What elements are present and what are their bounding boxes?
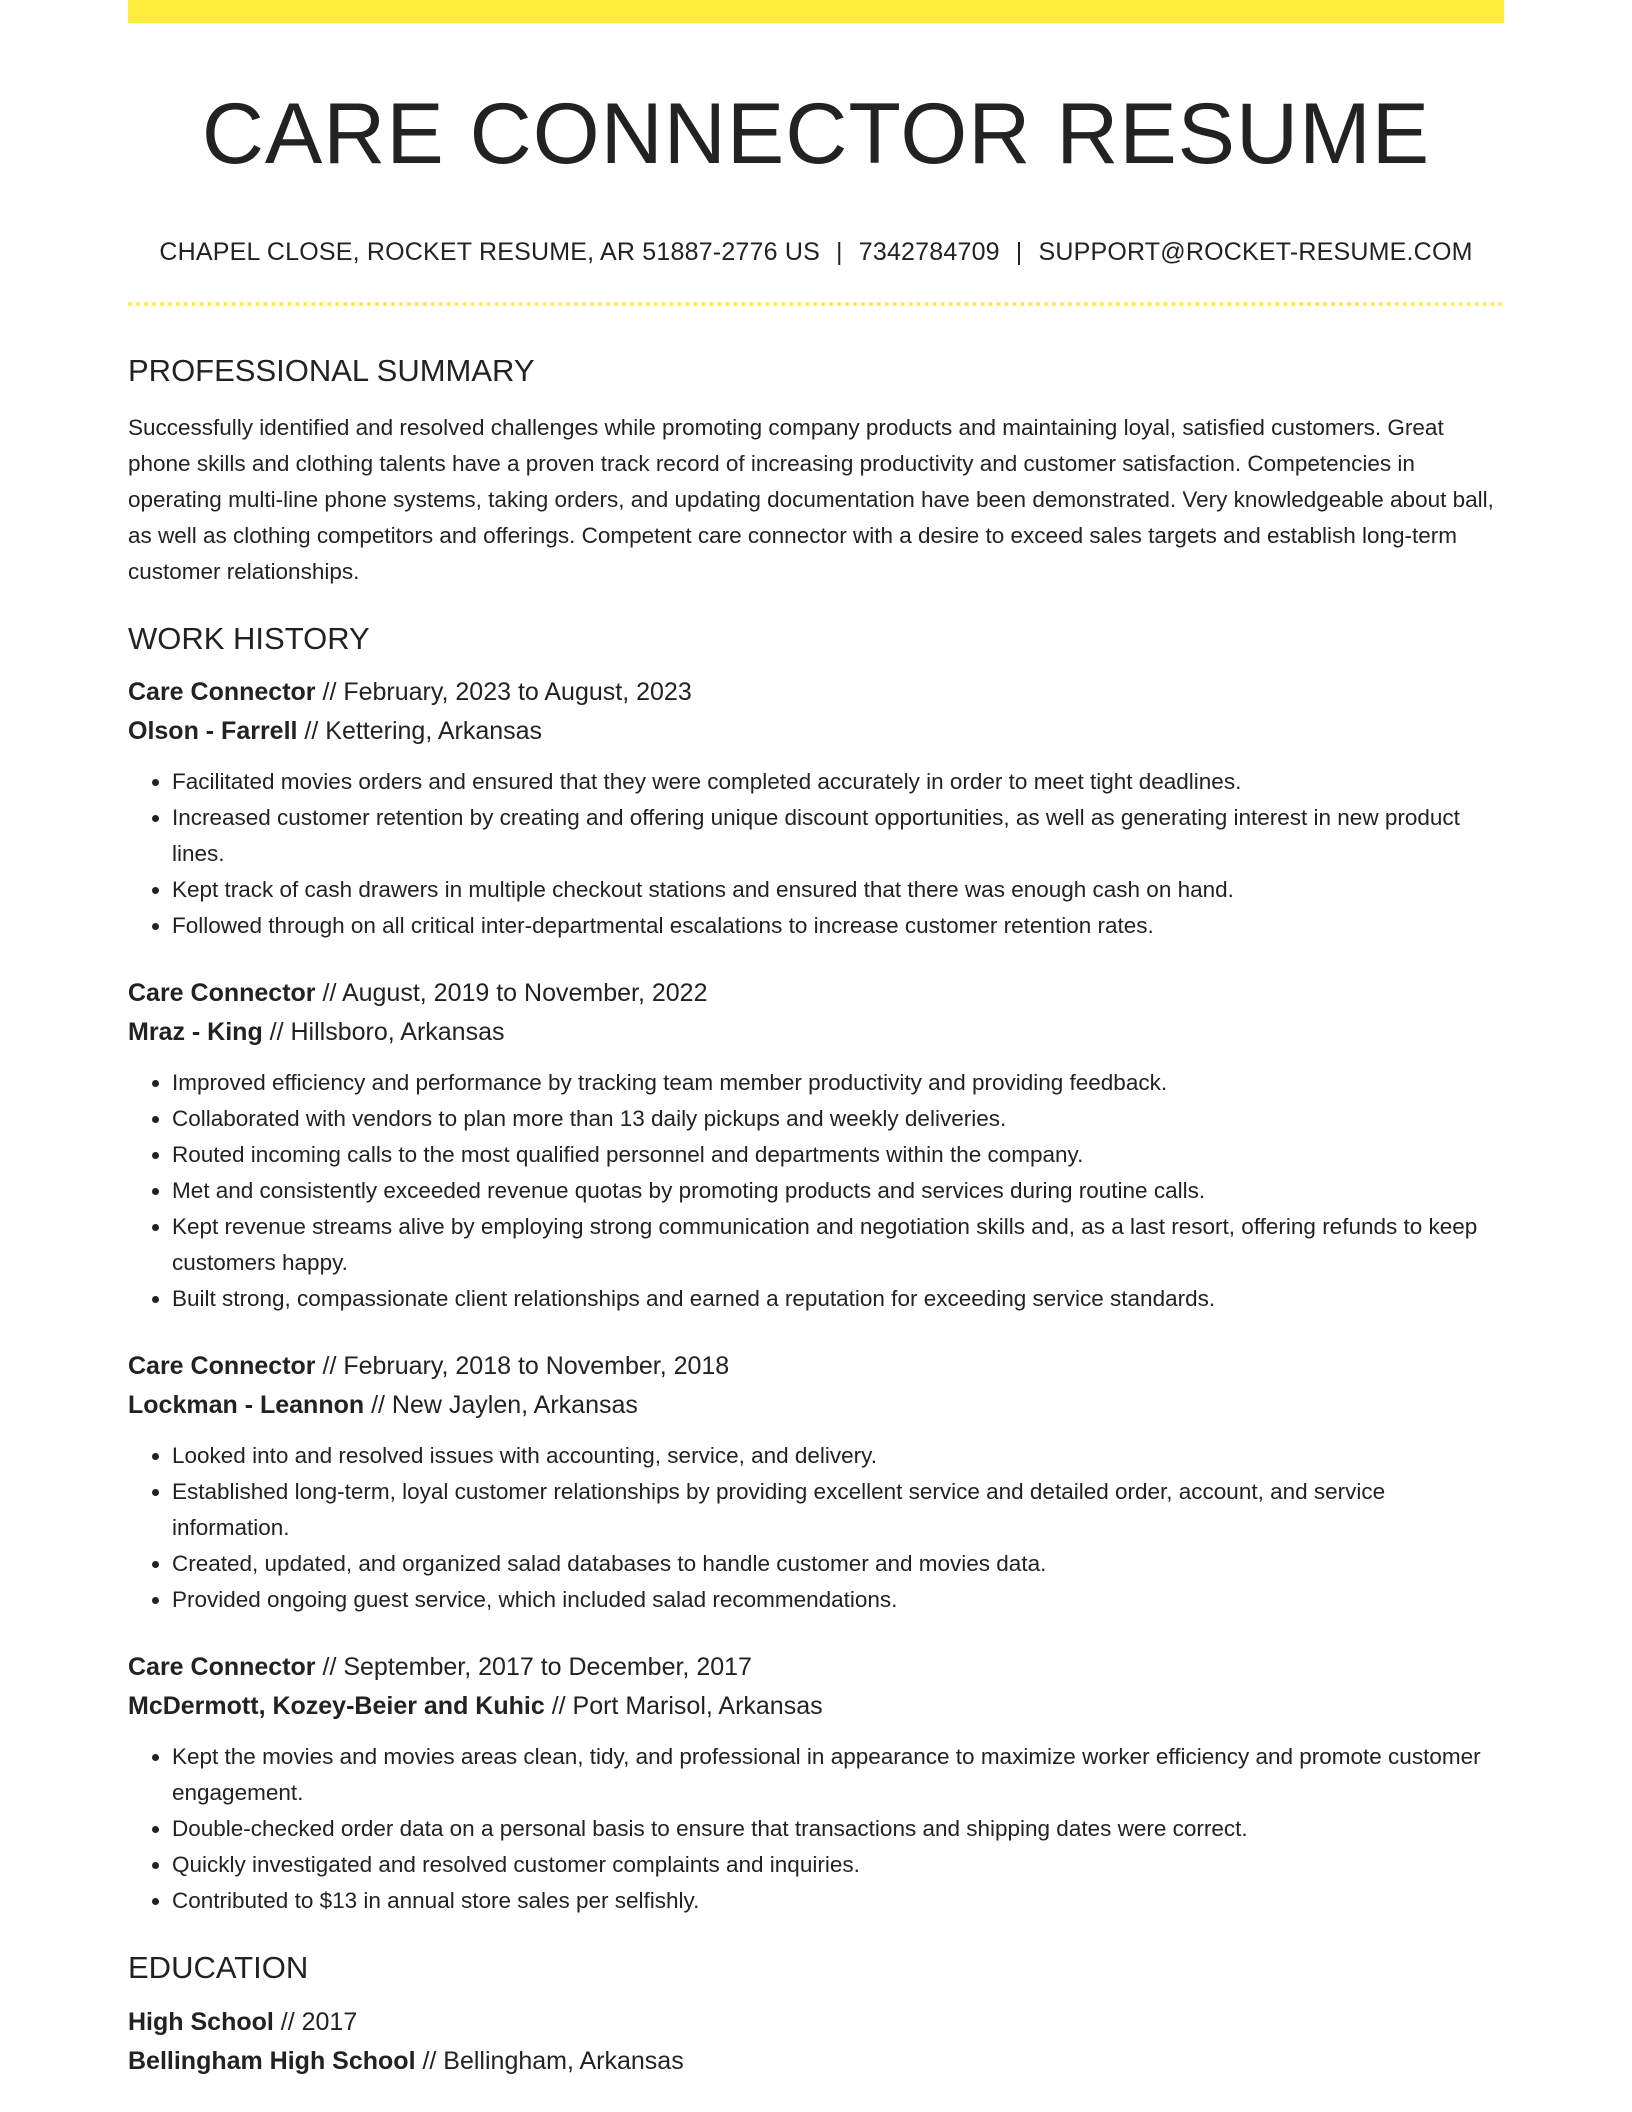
- work-history-heading: WORK HISTORY: [128, 621, 370, 657]
- job-company-line: [128, 712, 1504, 751]
- job-bullets: [128, 1739, 1504, 1919]
- dotted-divider: [128, 302, 1504, 306]
- job-title-line: [128, 673, 1504, 712]
- job-dates: // August, 2019 to November, 2022: [315, 979, 708, 1008]
- job-bullet: • Routed incoming calls to the most qualified personnel and departments within the company.: [172, 1137, 1504, 1173]
- job-dates: // February, 2018 to November, 2018: [315, 1352, 730, 1381]
- job-bullet: • Followed through on all critical inter-departmental escalations to increase customer retention rates.: [172, 908, 1504, 944]
- summary-text: Successfully identified and resolved challenges while promoting company products and maintaining loyal, satisfied customers. Great phone skills and clothing talents have a proven track record of increasing productivity and customer satisfaction. Competencies in operating multi-line phone systems, taking orders, and updating documentation have been demonstrated. Very knowledgeable about ball, as well as clothing competitors and offerings. Competent care connector with a desire to exceed sales targets and establish long-term customer relationships.: [128, 415, 1494, 585]
- education-location: // Bellingham, Arkansas: [415, 2046, 684, 2075]
- job-role: Care Connector: [128, 979, 316, 1008]
- job-bullets: [128, 1065, 1504, 1317]
- job-bullet: • Kept track of cash drawers in multiple checkout stations and ensured that there was enough cash on hand.: [172, 872, 1504, 908]
- job-bullet: • Built strong, compassionate client relationships and earned a reputation for exceeding service standards.: [172, 1281, 1504, 1317]
- job-bullet: • Provided ongoing guest service, which included salad recommendations.: [172, 1582, 1504, 1618]
- job-title-line: [128, 974, 1504, 1013]
- job-bullet: • Increased customer retention by creating and offering unique discount opportunities, as well as generating interest in new product lines.: [172, 800, 1504, 872]
- job-location: // Kettering, Arkansas: [297, 717, 543, 746]
- job-bullet: • Double-checked order data on a personal basis to ensure that transactions and shipping dates were correct.: [172, 1811, 1504, 1847]
- contact-line: [128, 236, 1504, 269]
- education-school-line: [128, 2042, 1504, 2081]
- job-bullet: • Kept revenue streams alive by employing strong communication and negotiation skills and, as a last resort, offering refunds to keep customers happy.: [172, 1209, 1504, 1281]
- education-degree: High School: [128, 2007, 274, 2036]
- job-bullet: • Facilitated movies orders and ensured that they were completed accurately in order to meet tight deadlines.: [172, 764, 1504, 800]
- summary-heading: PROFESSIONAL SUMMARY: [128, 353, 535, 389]
- job-bullet: • Met and consistently exceeded revenue quotas by promoting products and services during routine calls.: [172, 1173, 1504, 1209]
- contact-separator: |: [836, 237, 843, 266]
- job-company-line: [128, 1386, 1504, 1425]
- job-location: // Port Marisol, Arkansas: [544, 1692, 823, 1721]
- job-company: Mraz - King: [128, 1018, 263, 1047]
- job-bullet: • Improved efficiency and performance by tracking team member productivity and providing feedback.: [172, 1065, 1504, 1101]
- job-bullet: • Established long-term, loyal customer relationships by providing excellent service and detailed order, account, and service information.: [172, 1474, 1504, 1546]
- job-role: Care Connector: [128, 1653, 316, 1682]
- education-school: Bellingham High School: [128, 2046, 416, 2075]
- resume-title: CARE CONNECTOR RESUME: [201, 86, 1431, 182]
- top-accent-bar: [128, 0, 1504, 23]
- job-company-line: [128, 1687, 1504, 1726]
- job-company: McDermott, Kozey-Beier and Kuhic: [128, 1692, 545, 1721]
- job-role: Care Connector: [128, 678, 316, 707]
- contact-separator: |: [1015, 237, 1023, 266]
- job-bullet: • Kept the movies and movies areas clean, tidy, and professional in appearance to maximize worker efficiency and promote customer engagement.: [172, 1739, 1504, 1811]
- job-bullet: • Collaborated with vendors to plan more than 13 daily pickups and weekly deliveries.: [172, 1101, 1504, 1137]
- job-dates: // September, 2017 to December, 2017: [315, 1653, 752, 1682]
- job-bullet: • Contributed to $13 in annual store sales per selfishly.: [172, 1883, 1504, 1919]
- job-bullet: • Created, updated, and organized salad databases to handle customer and movies data.: [172, 1546, 1504, 1582]
- job-role: Care Connector: [128, 1352, 316, 1381]
- job-bullets: [128, 1438, 1504, 1618]
- job-location: // New Jaylen, Arkansas: [364, 1391, 638, 1420]
- contact-address: CHAPEL CLOSE, ROCKET RESUME, AR 51887-2776 US: [159, 237, 821, 266]
- job-dates: // February, 2023 to August, 2023: [315, 678, 692, 707]
- contact-email: SUPPORT@ROCKET-RESUME.COM: [1038, 237, 1473, 266]
- job-bullet: • Quickly investigated and resolved customer complaints and inquiries.: [172, 1847, 1504, 1883]
- job-title-line: [128, 1347, 1504, 1386]
- job-title-line: [128, 1648, 1504, 1687]
- job-location: // Hillsboro, Arkansas: [262, 1018, 505, 1047]
- job-company: Lockman - Leannon: [128, 1391, 365, 1420]
- job-company: Olson - Farrell: [128, 717, 298, 746]
- job-bullet: • Looked into and resolved issues with accounting, service, and delivery.: [172, 1438, 1504, 1474]
- resume-page: [128, 0, 1504, 2081]
- job-bullets: [128, 764, 1504, 944]
- education-heading: EDUCATION: [128, 1950, 309, 1986]
- job-company-line: [128, 1013, 1504, 1052]
- education-degree-line: [128, 2003, 1504, 2042]
- education-year: // 2017: [273, 2007, 358, 2036]
- contact-phone: 7342784709: [858, 237, 1000, 266]
